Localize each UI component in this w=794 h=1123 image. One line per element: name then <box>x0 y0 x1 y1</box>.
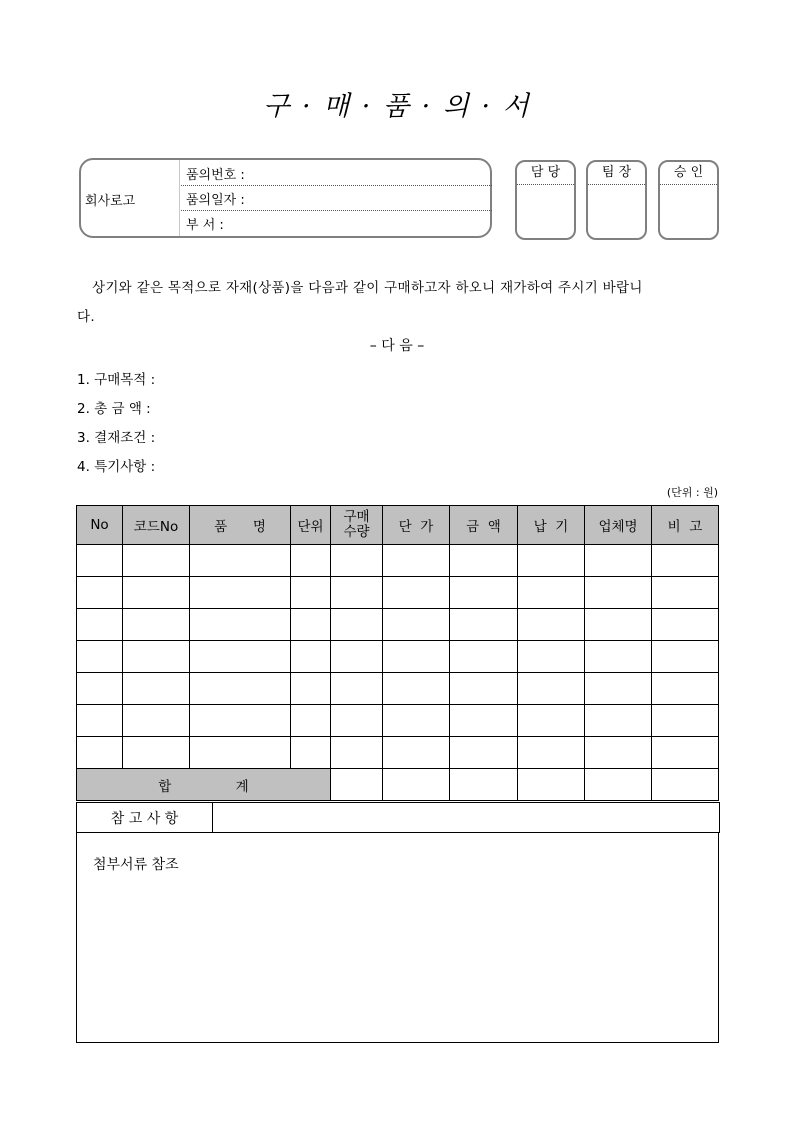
table-cell[interactable] <box>383 545 450 577</box>
approval-box-manager[interactable] <box>586 160 647 240</box>
table-cell[interactable] <box>331 577 383 609</box>
table-row <box>77 545 719 577</box>
table-cell[interactable] <box>585 577 652 609</box>
unit-note: (단위 : 원) <box>666 486 718 499</box>
table-cell[interactable] <box>450 545 518 577</box>
header-no: No <box>77 506 123 545</box>
table-cell[interactable] <box>383 641 450 673</box>
table-cell[interactable] <box>331 545 383 577</box>
approval-box-staff[interactable] <box>515 160 576 240</box>
table-cell[interactable] <box>450 737 518 769</box>
header-code: 코드No <box>123 506 190 545</box>
table-row <box>77 577 719 609</box>
table-cell[interactable] <box>190 673 291 705</box>
department-label: 부 서 : <box>186 218 224 233</box>
table-cell[interactable] <box>585 737 652 769</box>
sum-label: 합 계 <box>77 769 331 801</box>
table-row <box>77 641 719 673</box>
memo-box[interactable] <box>76 832 719 1043</box>
intro-line-2: 다. <box>77 309 95 325</box>
table-cell[interactable] <box>518 737 585 769</box>
table-cell[interactable] <box>190 577 291 609</box>
table-cell[interactable] <box>123 673 190 705</box>
sum-row <box>77 769 719 801</box>
table-cell[interactable] <box>652 737 719 769</box>
table-cell[interactable] <box>652 641 719 673</box>
sum-cell[interactable] <box>450 769 518 801</box>
sum-cell[interactable] <box>652 769 719 801</box>
table-cell[interactable] <box>450 577 518 609</box>
table-cell[interactable] <box>331 641 383 673</box>
table-cell[interactable] <box>291 641 331 673</box>
table-cell[interactable] <box>518 545 585 577</box>
table-cell[interactable] <box>652 577 719 609</box>
table-cell[interactable] <box>585 609 652 641</box>
table-cell[interactable] <box>190 545 291 577</box>
header-unit-price: 단 가 <box>383 506 450 545</box>
table-cell[interactable] <box>585 673 652 705</box>
table-cell[interactable] <box>190 737 291 769</box>
approval-approver-label: 승 인 <box>660 162 717 185</box>
header-item-name: 품 명 <box>190 506 291 545</box>
table-cell[interactable] <box>123 705 190 737</box>
table-cell[interactable] <box>450 609 518 641</box>
request-date-field[interactable] <box>181 185 492 211</box>
table-cell[interactable] <box>585 641 652 673</box>
table-cell[interactable] <box>291 705 331 737</box>
table-cell[interactable] <box>190 641 291 673</box>
document-info-box <box>79 158 492 238</box>
table-cell[interactable] <box>190 609 291 641</box>
table-row <box>77 673 719 705</box>
header-delivery: 납 기 <box>518 506 585 545</box>
table-cell[interactable] <box>518 609 585 641</box>
table-cell[interactable] <box>123 737 190 769</box>
approval-staff-label: 담 당 <box>517 162 574 185</box>
department-field[interactable] <box>181 210 492 235</box>
table-row <box>77 609 719 641</box>
table-cell[interactable] <box>652 609 719 641</box>
header-unit: 단위 <box>291 506 331 545</box>
reference-label: 참 고 사 항 <box>77 803 213 833</box>
table-cell[interactable] <box>652 545 719 577</box>
table-cell[interactable] <box>190 705 291 737</box>
item-payment-terms: 3. 결재조건 : <box>77 430 156 446</box>
memo-text: 첨부서류 참조 <box>93 857 179 873</box>
table-cell[interactable] <box>123 641 190 673</box>
table-header-row <box>77 506 719 545</box>
table-row <box>77 737 719 769</box>
item-special-notes: 4. 특기사항 : <box>77 459 156 475</box>
table-cell[interactable] <box>450 673 518 705</box>
sum-cell[interactable] <box>383 769 450 801</box>
table-cell[interactable] <box>331 673 383 705</box>
center-heading: – 다 음 – <box>369 338 425 354</box>
table-cell[interactable] <box>383 577 450 609</box>
table-row <box>77 705 719 737</box>
table-cell[interactable] <box>383 673 450 705</box>
table-cell[interactable] <box>77 577 123 609</box>
sum-cell[interactable] <box>331 769 383 801</box>
request-number-field[interactable] <box>181 160 492 186</box>
table-cell[interactable] <box>123 545 190 577</box>
sum-cell[interactable] <box>585 769 652 801</box>
table-cell[interactable] <box>291 545 331 577</box>
table-cell[interactable] <box>123 577 190 609</box>
table-cell[interactable] <box>331 609 383 641</box>
table-cell[interactable] <box>77 545 123 577</box>
table-cell[interactable] <box>331 737 383 769</box>
reference-table <box>76 802 720 833</box>
document-title: 구 · 매 · 품 · 의 · 서 <box>263 91 531 122</box>
header-remarks: 비 고 <box>652 506 719 545</box>
table-cell[interactable] <box>77 705 123 737</box>
intro-line-1: 상기와 같은 목적으로 자재(상품)을 다음과 같이 구매하고자 하오니 재가하여 주시기 바랍니 <box>92 280 643 296</box>
table-cell[interactable] <box>450 641 518 673</box>
sum-cell[interactable] <box>518 769 585 801</box>
header-amount: 금 액 <box>450 506 518 545</box>
table-cell[interactable] <box>518 673 585 705</box>
reference-value[interactable] <box>213 803 720 833</box>
header-quantity: 구매 수량 <box>331 506 383 545</box>
table-cell[interactable] <box>518 641 585 673</box>
table-cell[interactable] <box>77 609 123 641</box>
approval-manager-label: 팀 장 <box>588 162 645 185</box>
table-cell[interactable] <box>383 609 450 641</box>
table-cell[interactable] <box>383 705 450 737</box>
header-vendor: 업체명 <box>585 506 652 545</box>
table-cell[interactable] <box>518 705 585 737</box>
table-cell[interactable] <box>291 737 331 769</box>
table-cell[interactable] <box>331 705 383 737</box>
info-divider <box>179 160 180 236</box>
table-cell[interactable] <box>585 705 652 737</box>
table-cell[interactable] <box>383 737 450 769</box>
purchase-items-table <box>76 505 719 801</box>
table-cell[interactable] <box>450 705 518 737</box>
table-cell[interactable] <box>652 705 719 737</box>
request-number-label: 품의번호 : <box>186 168 245 183</box>
table-cell[interactable] <box>77 737 123 769</box>
table-cell[interactable] <box>77 673 123 705</box>
item-purchase-purpose: 1. 구매목적 : <box>77 372 156 388</box>
item-total-amount: 2. 총 금 액 : <box>77 401 151 417</box>
table-cell[interactable] <box>77 641 123 673</box>
request-date-label: 품의일자 : <box>186 193 245 208</box>
table-cell[interactable] <box>291 609 331 641</box>
table-cell[interactable] <box>518 577 585 609</box>
table-cell[interactable] <box>291 673 331 705</box>
table-cell[interactable] <box>585 545 652 577</box>
table-cell[interactable] <box>291 577 331 609</box>
company-logo-label: 회사로고 <box>85 194 136 209</box>
table-cell[interactable] <box>652 673 719 705</box>
approval-box-approver[interactable] <box>658 160 719 240</box>
table-cell[interactable] <box>123 609 190 641</box>
